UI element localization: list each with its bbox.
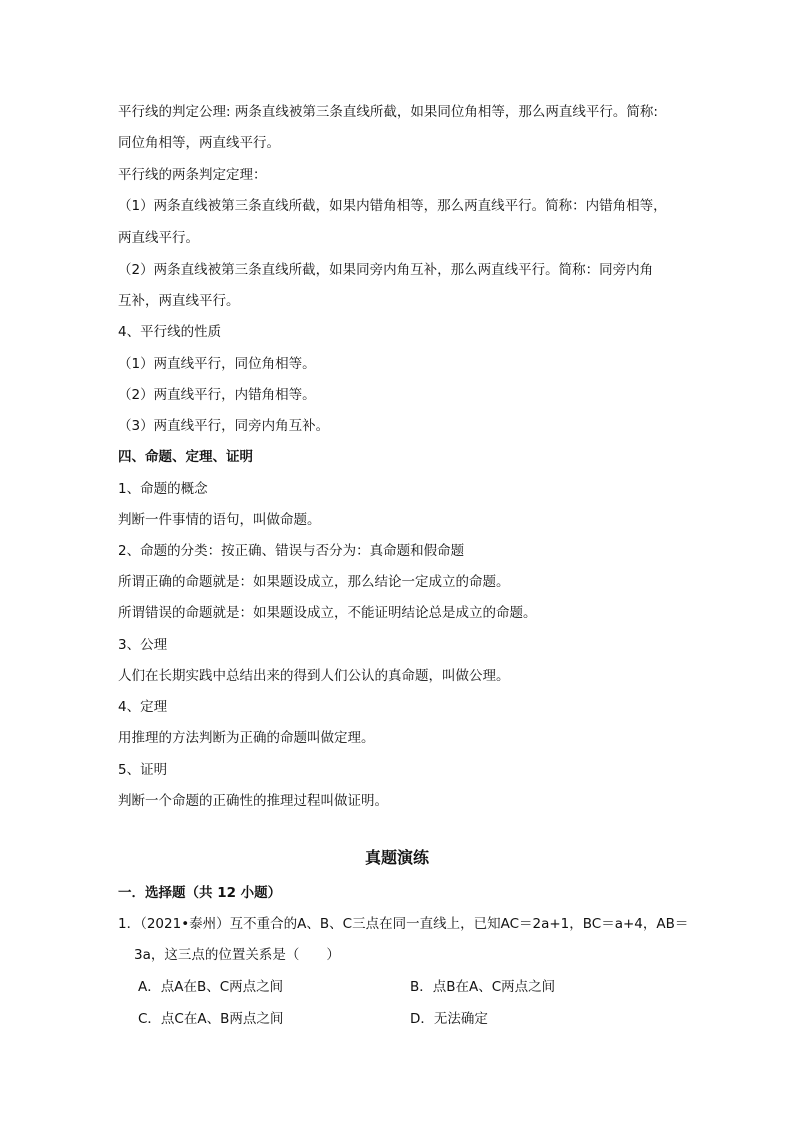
option-b: B．点B在A、C两点之间	[410, 979, 556, 995]
option-a: A．点A在B、C两点之间	[138, 979, 284, 995]
text-line: （3）两直线平行，同旁内角互补。	[118, 418, 330, 434]
text-line: 判断一个命题的正确性的推理过程叫做证明。	[118, 793, 388, 809]
text-line: 3、公理	[118, 637, 168, 653]
text-line: （1）两直线平行，同位角相等。	[118, 356, 316, 372]
text-line: （2）两直线平行，内错角相等。	[118, 387, 316, 403]
text-line: 两直线平行。	[118, 230, 199, 246]
text-line: 所谓错误的命题就是：如果题设成立，不能证明结论总是成立的命题。	[118, 605, 537, 621]
text-line: 人们在长期实践中总结出来的得到人们公认的真命题，叫做公理。	[118, 668, 510, 684]
text-line: 2、命题的分类：按正确、错误与否分为：真命题和假命题	[118, 543, 465, 559]
exercise-title: 真题演练	[364, 848, 429, 867]
option-c: C．点C在A、B两点之间	[138, 1011, 284, 1027]
text-line: 4、平行线的性质	[118, 324, 222, 340]
text-line: 1、命题的概念	[118, 481, 208, 497]
text-line: 平行线的两条判定定理：	[118, 167, 267, 183]
text-line: 5、证明	[118, 762, 168, 778]
option-d: D．无法确定	[410, 1011, 488, 1027]
exercise-section: 一．选择题（共 12 小题）	[118, 885, 282, 901]
text-line: 同位角相等，两直线平行。	[118, 135, 280, 151]
question-text: 3a，这三点的位置关系是（ ）	[134, 947, 340, 963]
text-line: 所谓正确的命题就是：如果题设成立，那么结论一定成立的命题。	[118, 574, 510, 590]
text-line: 平行线的判定公理: 两条直线被第三条直线所截，如果同位角相等，那么两直线平行。简称:	[118, 104, 658, 120]
text-line: 用推理的方法判断为正确的命题叫做定理。	[118, 730, 375, 746]
question-text: 1．（2021•泰州）互不重合的A、B、C三点在同一直线上，已知AC＝2a+1，BC＝a+4，AB＝	[118, 916, 689, 932]
text-line: （1）两条直线被第三条直线所截，如果内错角相等，那么两直线平行。简称：内错角相等，	[118, 198, 667, 214]
text-line: 判断一件事情的语句，叫做命题。	[118, 512, 321, 528]
text-line: （2）两条直线被第三条直线所截，如果同旁内角互补，那么两直线平行。简称：同旁内角	[118, 262, 654, 278]
text-line: 互补，两直线平行。	[118, 293, 240, 309]
text-line: 4、定理	[118, 699, 168, 715]
section-heading: 四、命题、定理、证明	[118, 449, 253, 465]
